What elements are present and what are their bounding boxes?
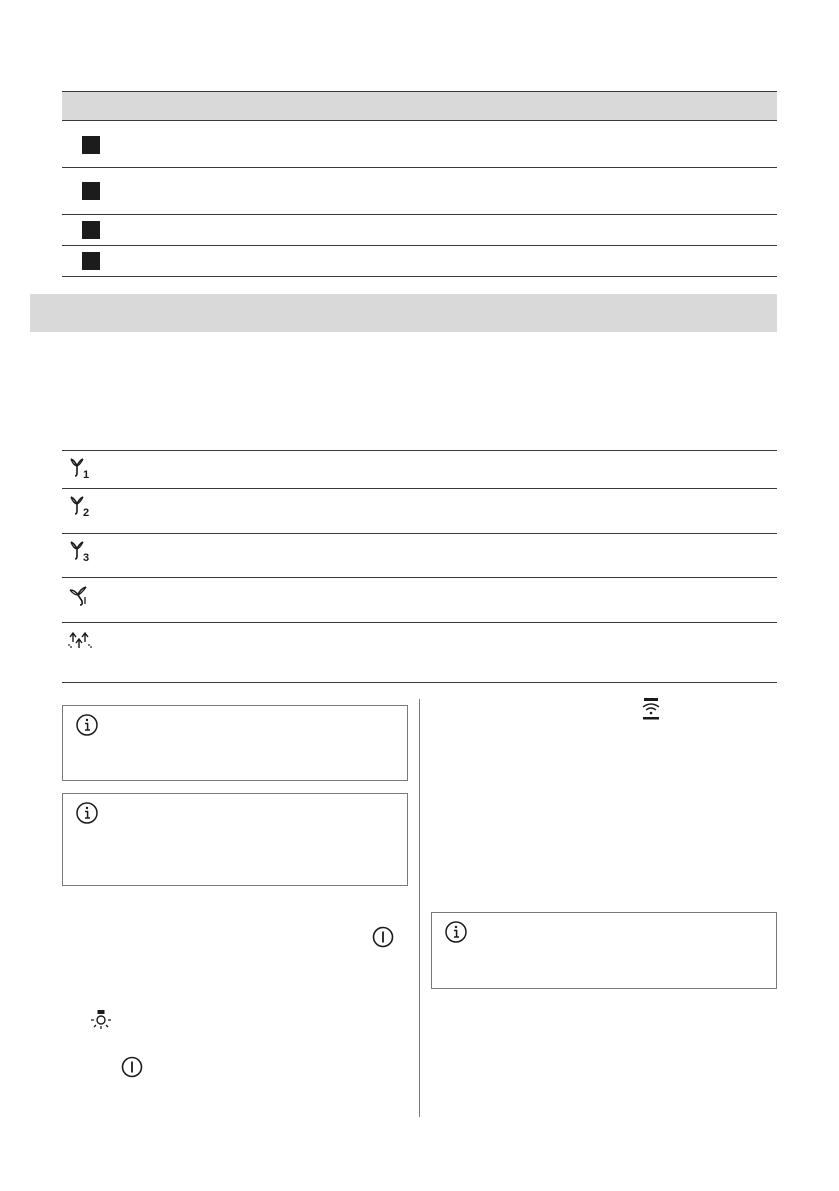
table-divider	[62, 577, 777, 578]
info-note-box	[62, 705, 408, 781]
section-heading-band	[30, 294, 777, 332]
table-divider	[62, 622, 777, 623]
row-marker-square	[82, 182, 100, 200]
steam-extraction-icon	[66, 628, 94, 652]
power-icon	[371, 925, 395, 949]
info-icon	[75, 801, 99, 825]
info-icon	[75, 713, 99, 737]
table-divider	[62, 682, 777, 683]
info-icon	[444, 920, 468, 944]
table-divider	[62, 276, 777, 277]
fan-speed-1-icon	[66, 456, 94, 480]
row-marker-square	[82, 221, 100, 239]
hob2hood-icon	[640, 697, 662, 721]
table-divider	[62, 245, 777, 246]
table-divider	[62, 167, 777, 168]
fan-speed-3-icon	[66, 539, 94, 563]
svg-text:3: 3	[83, 552, 90, 563]
top-table-header	[62, 91, 777, 121]
fan-speed-2-icon	[66, 494, 94, 518]
table-divider	[62, 450, 777, 451]
light-icon	[89, 1008, 113, 1032]
info-note-box	[62, 793, 408, 886]
fan-boost-icon	[66, 584, 94, 608]
row-marker-square	[82, 252, 100, 270]
column-divider	[419, 699, 420, 1117]
svg-text:1: 1	[83, 469, 90, 480]
power-icon	[120, 1055, 144, 1079]
table-divider	[62, 533, 777, 534]
table-divider	[62, 488, 777, 489]
svg-text:2: 2	[83, 507, 90, 518]
row-marker-square	[82, 136, 100, 154]
table-divider	[62, 214, 777, 215]
info-note-box	[431, 912, 777, 989]
